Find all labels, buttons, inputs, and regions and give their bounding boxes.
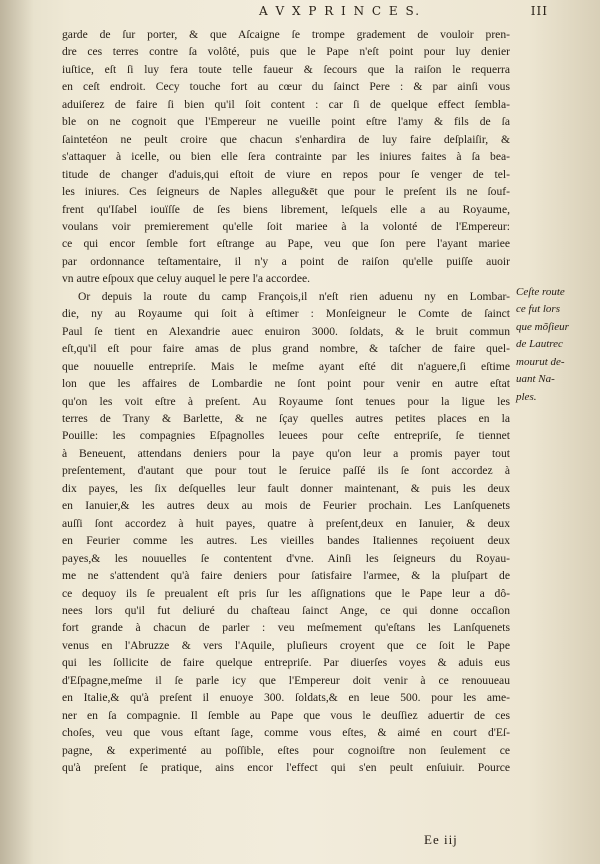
text-line: choſes, veu que vous eſtant ſage, comme vous eſtes, & aimé en court d'Eſ- — [62, 726, 510, 740]
text-line: en Italie,& qu'à preſent il enuoye 300. ſoldats,& en leue 500. pour les ame- — [62, 691, 510, 705]
text-line: titude de changer d'aduis,qui eſtoit de viure en repos pour ſe venger de tel- — [62, 167, 510, 181]
text-line: dix payes, les ſix deſquelles leur fault donner maintenant, & puis les deux — [62, 481, 510, 495]
text-line: pagne, & experimenté au poſſible, eſtes pour cognoiſtre non ſeulement ce — [62, 743, 510, 757]
text-line: Paul ſe tient en Alexandrie auec enuiron 3000. ſoldats, & le bruit commun — [62, 324, 510, 338]
text-line: die, ny au Royaume qui ſoit à eſtimer : Monſeigneur le Comte de ſainct — [62, 307, 510, 321]
text-line: nees lors qu'il fut deliuré du chaſteau ſainct Ange, ce qui donne occaſion — [62, 603, 510, 617]
text-line: en Ianuier,& les autres deux au mois de Feurier prochain. Les Lanſquenets — [62, 499, 510, 513]
text-line: qu'on les voit eſtre à preſent. Au Royaume ſont tenues pour la ligue les — [62, 394, 510, 408]
text-line: preſentement, d'autant que pour tout le ſeruice paſſé ils ſe ſont accordez à — [62, 464, 510, 478]
margin-note-line: ples. — [516, 390, 537, 403]
text-line: Or depuis la route du camp François,il n'eſt rien aduenu ny en Lombar- — [78, 289, 510, 303]
text-line: qu'à preſent ſe pratique, ains encor l'effect qui s'en peult enſuiuir. Pource — [62, 761, 510, 775]
text-line: eſt,qu'il eſt pour faire amas de plus grand nombre, & taſcher de faire quel- — [62, 342, 510, 356]
text-line: venus en l'Abruzze & vers l'Aquile, pluſieurs croyent que ce ſoit le Pape — [62, 638, 510, 652]
margin-note-line: mourut de- — [516, 355, 565, 368]
gutter-shadow — [0, 0, 34, 864]
text-line: que nouuelle entrepriſe. Mais le meſme ayant eſté dit n'aguere,ſi eſtime — [62, 359, 510, 373]
text-line: ble on ne cognoit que l'Empereur ne vueille point eſtre l'amy & fils de ſa — [62, 115, 510, 129]
margin-note-line: uant Na- — [516, 373, 555, 386]
text-line: à Beneuent, attendans deniers pour la paye qu'on leur a promis payer tout — [62, 446, 510, 460]
margin-note-line: que mõſieur — [516, 320, 569, 333]
margin-note — [516, 284, 596, 406]
text-line: ſaintetéon ne peult croire que chacun s'enhardira de luy faire deſplaiſir, & — [62, 132, 510, 146]
text-line: terres de Trany & Barlette, & ne ſçay quelles autres petites places en la — [62, 411, 510, 425]
signature-mark: Ee iij — [424, 832, 458, 847]
text-line: voulans voir premierement qu'elle ſoit mariee à la volonté de l'Empereur: — [62, 219, 510, 233]
text-line: fort grande à chacun de parler : veu meſmement qu'eſtans les Lanſquenets — [62, 621, 510, 635]
margin-note-line: de Lautrec — [516, 338, 563, 351]
folio-number: III — [530, 4, 548, 18]
text-line: garde de ſur porter, & que Aſcaigne ſe trompe gradement de vouloir pren- — [62, 28, 510, 41]
text-line: me ne s'attendent qu'à faire deniers pour ſatisfaire l'armee, & la pluſpart de — [62, 569, 510, 583]
text-line: frent qu'Iſabel iouïſſe de ſes biens librement, leſquels elle a au Royaume, — [62, 202, 510, 216]
text-line: en Feurier comme les autres. Les vieilles bandes Italiennes reçoiuent deux — [62, 534, 510, 548]
margin-note-line: Ceſte route — [516, 286, 565, 298]
text-line: par ordonnance teſtamentaire, il n'y a point de raiſon qu'elle puiſſe auoir — [62, 254, 510, 268]
text-line: s'attaquer à icelle, ou bien elle ſera contrainte par les iniures faites à ſa bea- — [62, 150, 510, 164]
text-line: ce qui encor ſemble fort eſtrange au Pape, veu que ſon pere l'ayant mariee — [62, 237, 510, 251]
main-text — [62, 26, 510, 776]
text-line: ner en ſa compagnie. Il ſemble au Pape que vous le deuſſiez aduertir de ces — [62, 708, 510, 722]
text-line: Pouille: les compagnies Eſpagnolles leuees pour ceſte entrepriſe, ſe tiennet — [62, 429, 510, 443]
paragraph-1 — [62, 26, 510, 288]
text-line: dre ces terres contre ſa volôté, puis que le Pape n'eſt point pour luy denier — [62, 45, 510, 59]
text-line: auſſi ſont accordez à huit payes, quatre à preſent,deux en Ianuier, & deux — [62, 516, 510, 530]
text-line: iuſtice, eſt ſi luy fera toute telle faueur & ſecours que la raiſon le requerra — [62, 62, 510, 76]
text-line: vn autre eſpoux que celuy auquel le pere l'a accordee. — [62, 272, 311, 286]
running-head: A V X P R I N C E S. — [259, 4, 422, 18]
text-line: qui les ſollicite de faire quelque entrepriſe. Par diuerſes voyes & aduis eus — [62, 656, 510, 670]
margin-note-line: ce fut lors — [516, 303, 560, 316]
text-line: aduiſerez de faire ſi bien qu'il ſoit content : car ſi de quelque effect ſembla- — [62, 97, 510, 111]
text-line: d'Eſpagne,meſme il ſe parle icy que l'Empereur doit venir à ce renouueau — [62, 673, 510, 687]
paragraph-2 — [62, 288, 510, 777]
text-line: en ceſt endroit. Cecy touche fort au cœur du ſainct Pere : & par ainſi vous — [62, 80, 510, 94]
page-header — [54, 4, 554, 22]
text-line: lon que les affaires de Lombardie ne ſont point pour venir en autre eſtat — [62, 377, 510, 391]
text-line: les iniures. Ces ſeigneurs de Naples allegu&ēt que pour le preſent ils ne ſouf- — [62, 185, 510, 199]
text-line: payes,& les nouuelles ſe contentent d'vne. Ainſi les ſeigneurs du Royau- — [62, 551, 510, 565]
text-line: ce dequoy ils ſe preualent eſt pris ſur les aſſignations que le Pape leur a dô- — [62, 586, 510, 600]
